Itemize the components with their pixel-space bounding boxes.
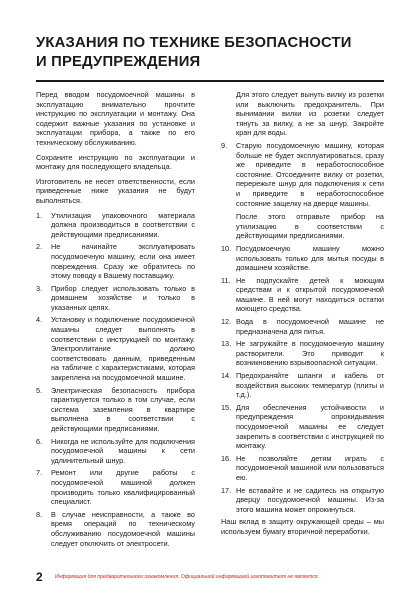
item-number: 14. [221,371,232,381]
list-item [36,315,195,382]
safety-list-right [221,90,384,514]
item-text: Не начинайте эксплуатировать посудомоечную машину, если она имеет повреждения. Сразу же обратитесь по этому поводу к Вашему поставщику. [51,242,195,281]
item-text: В случае неисправности, а также во время операций по техническому обслуживанию посудомоечной машины следует отключить от электросети. [51,509,195,548]
item-text: Не загружайте в посудомоечную машину растворители. Это приводит к возникновению взрывоопасной ситуации. [236,339,384,368]
list-item [221,141,384,241]
list-item [221,454,384,483]
list-item [36,284,195,313]
title-line-2: И ПРЕДУПРЕЖДЕНИЯ [36,54,201,70]
item-number: 1. [36,210,43,220]
item-number: 17. [221,485,232,495]
item-text: Предохраняйте шланги и кабель от воздействия высоких температур (плиты и т.д.). [236,371,384,400]
list-item [221,276,384,314]
item-text: Утилизация упаковочного материала должна производиться в соответствии с действующими предписаниями. [51,210,195,239]
item-number: 16. [221,453,232,463]
item-number: 4. [36,315,43,325]
item-number: 6. [36,436,43,446]
intro-paragraph-2: Сохраните инструкцию по эксплуатации и монтажу для последующего владельца. [36,152,195,172]
list-item [221,371,384,400]
safety-list-left [36,211,195,549]
item-text: Не позволяйте детям играть с посудомоечной машиной или пользоваться ею. [236,453,384,482]
title-line-1: УКАЗАНИЯ ПО ТЕХНИКЕ БЕЗОПАСНОСТИ [36,35,352,51]
right-column [221,90,384,542]
item-text: Установку и подключение посудомоечной машины следует выполнять в соответствии с инструкцией по монтажу. Электроплитание должно соответствовать данным, приведенным на табличке с характеристиками, которая закреплена на посудомоечной машине. [51,315,195,383]
list-item [36,242,195,280]
item-number: 5. [36,385,43,395]
item-number: 11. [221,275,231,285]
list-item-continuation [221,90,384,138]
item-number: 3. [36,283,43,293]
item-number: 12. [221,317,232,327]
item-text: Ремонт или другие работы с посудомоечной машиной должен производить только квалифицированный специалист. [51,468,195,507]
item-text: Для обеспечения устойчивости и предупреждения опрокидывания посудомоечной машины ее следует закрепить в соответствии с инструкцией по монтажу. [236,402,384,451]
item-9-continuation: После этого отправьте прибор на утилизацию в соответствии с действующими предписаниями. [236,212,384,241]
item-text: Электрическая безопасность прибора гарантируется только в том случае, если система заземления в квартире выполнена в соответствии с действующими предписаниями. [51,385,195,433]
item-number: 8. [36,509,43,519]
item-number: 13. [221,339,232,349]
list-item [36,468,195,506]
page-title [36,34,384,72]
list-item [221,403,384,451]
list-item [36,386,195,434]
page-number: 2 [36,570,43,584]
item-number: 15. [221,402,232,412]
item-number: 7. [36,468,43,478]
title-underline [36,80,384,82]
list-item [221,317,384,336]
item-text: Вода в посудомоечной машине не предназначена для питья. [236,317,384,336]
intro-paragraph-3: Изготовитель не несет ответственности, если приведенные ниже указания не будут выполняться. [36,176,195,205]
list-item [221,244,384,273]
item-text: Никогда не используйте для подключения посудомоечной машины к сети удлинительный шнур. [51,436,195,465]
item-number: 2. [36,242,43,252]
intro-paragraph-1: Перед вводом посудомоечной машины в эксплуатацию внимательно прочтите инструкцию по эксплуатации и монтажу. Она содержит важные указания по установке и эксплуатации прибора, а также по его техническому обслуживанию. [36,90,195,147]
list-item [36,437,195,466]
item-number: 10. [221,243,232,253]
left-column [36,90,195,551]
title-heading [36,34,384,72]
item-text: Не вставайте и не садитесь на открытую дверцу посудомоечной машины. Из-за этого машина может опрокинуться. [236,485,384,514]
item-text: Не подпускайте детей к моющим средствам и к открытой посудомоечной машине. В ней могут находиться остатки моющего средства. [236,275,384,314]
list-item [221,339,384,368]
item-text: Старую посудомоечную машину, которая больше не будет эксплуатироваться, сразу же приведите в нерабoтоспособное состояние. Отсоедините вилку от розетки, перережьте шнур для подключения к сети и приведите в неработоспособное состояние защелку на дверце машины. [236,140,384,208]
list-item [221,486,384,515]
item-text: Посудомоечную машину можно использовать только для мытья посуды в домашнем хозяйстве. [236,243,384,273]
footer-disclaimer: Информация для предварительного ознакомления. Официальной информацией изготовителя не является. [55,574,320,580]
list-item [36,211,195,240]
item-8-continuation: Для этого следует вынуть вилку из розетки или выключить предохранитель. При вынимании вилки из розетки следует тянуть за вилку, а не за шнур. Закройте кран для воды. [236,90,384,138]
closing-paragraph: Наш вклад в защиту окружающей среды – мы используем бумагу вторичной переработки. [221,517,384,536]
item-number: 9. [221,140,228,150]
item-text: Прибор следует использовать только в домашнем хозяйстве и только в указанных целях. [51,283,195,312]
list-item [36,510,195,548]
